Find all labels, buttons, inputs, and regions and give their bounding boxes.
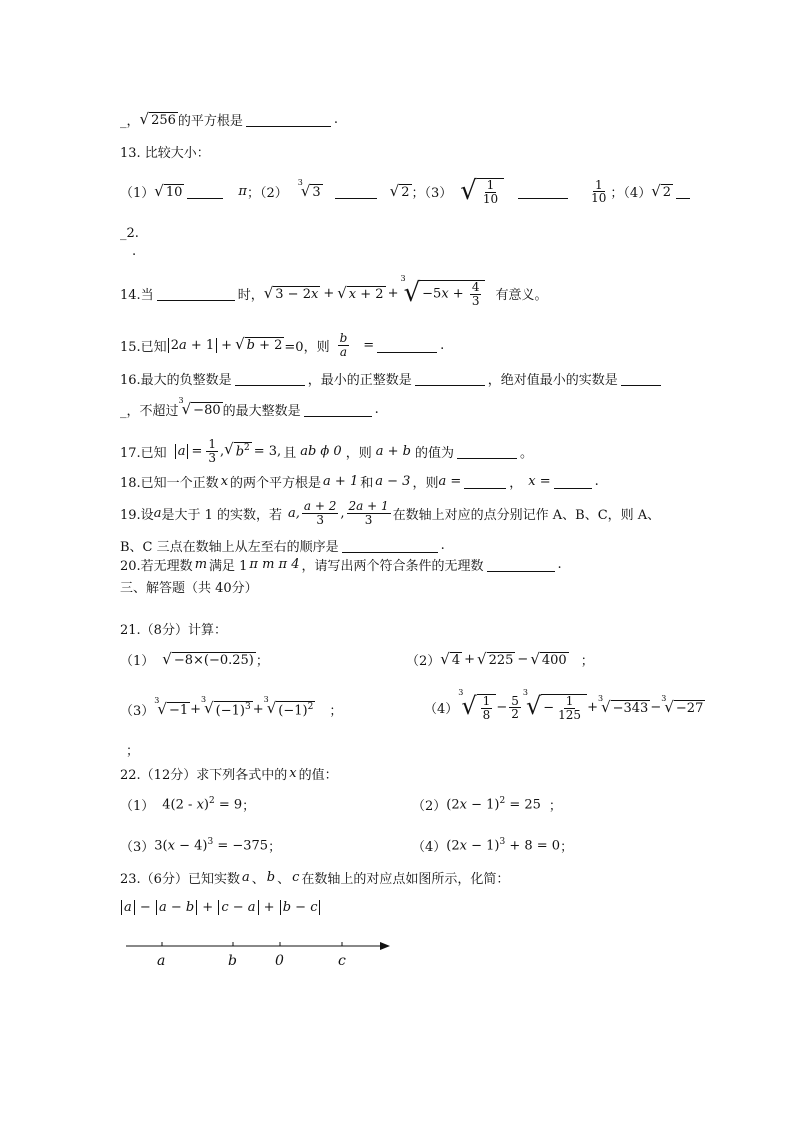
q20: 20.若无理数 m 满足 1 π m π 4 ，请写出两个符合条件的无理数 . (120, 557, 562, 574)
q23-expression: a − a − b + c − a + b − c (120, 900, 321, 915)
axis-label-b: b (228, 953, 237, 969)
q18: 18.已知一个正数 x 的两个平方根是 a + 1 和 a − 3 ，则 a = ， x = . (120, 474, 599, 491)
q16-line1: 16.最大的负整数是 ，最小的正整数是 ，绝对值最小的实数是 (120, 369, 664, 388)
section-heading: 三、解答题（共 40分） (120, 581, 258, 596)
q21-tail: ； (126, 744, 140, 759)
q22-row2: （3） $3(x - 4)^3 = -375$ ； (120, 837, 282, 855)
q12-tail: _， √ 256 的平方根是 . (120, 109, 339, 129)
q21-item4: （4） 3 √ $\frac{1}{8}$ − $\frac{5}{2}$ 3 √ − $\frac{1}{125}$ + 3 √ −343 − 3 √ −27 (424, 688, 704, 722)
q22-title: 22.（12分）求下列各式中的 x 的值： (120, 766, 338, 783)
axis-label-a: a (157, 953, 166, 969)
q22-row1: （1） 4(2 - x)$^2$ = 9 ； (120, 796, 256, 814)
q22-item2: （2） $(2x - 1)^2 = 25$ ； (412, 796, 562, 814)
q13-items: （1） √ 10 π ；（2） 3 √ 3 √ 2 ；（3） √ $\frac{1}{10}$ $\frac{1}{10}$ ；（4） √ 2 (120, 178, 693, 205)
q16-line2: _，不超过 3 √ −80 的最大整数是 . (120, 395, 379, 419)
q15: 15.已知 2a + 1 + √ b + 2 =0，则 $\frac{b}{a}$ = . (120, 331, 445, 359)
sqrt-256: √ 256 (139, 109, 176, 128)
q19-line2: B、C 三点在数轴上从左至右的顺序是 . (120, 538, 445, 555)
axis-label-0: 0 (275, 953, 284, 969)
axis-arrow (380, 942, 390, 950)
q21-item2: （2） √ 4 + √ 225 − √ 400 ； (406, 649, 594, 669)
q21-title: 21.（8分）计算： (120, 623, 227, 638)
q21-row2: （3） 3 √ −1 + 3 √ $(-1)^3$ + 3 √ $(-1)^2$ ； (120, 694, 343, 719)
axis-label-c: c (338, 953, 346, 969)
q13-tail2: . (132, 244, 137, 259)
q23-title: 23.（6分）已知实数 a 、 b 、 c 在数轴上的对应点如图所示，化简： (120, 870, 510, 887)
q13-tail: _2. (120, 226, 139, 241)
q19-line1: 19.设 a 是大于 1 的实数，若 a, $\frac{a + 2}{3}$ , $\frac{2a + 1}{3}$ 在数轴上对应的点分别记作 A、B、C，则 A、 (120, 499, 661, 527)
q22-item4: （4） $(2x - 1)^3 + 8 = 0$ ； (412, 837, 574, 855)
q17: 17.已知 a = $\frac{1}{3}$ , √ $b^2$ = 3, 且 ab ϕ 0 ，则 a + b 的值为 。 (120, 437, 533, 465)
q13-title: 13. 比较大小： (120, 146, 210, 161)
q21-row1: （1） √ −8×(−0.25) ； (120, 649, 269, 669)
q14: 14.当 时， √ 3 − 2x + √ x + 2 + 3 √ −5x + $\frac{4}{3}$ 有意义。 (120, 274, 548, 308)
